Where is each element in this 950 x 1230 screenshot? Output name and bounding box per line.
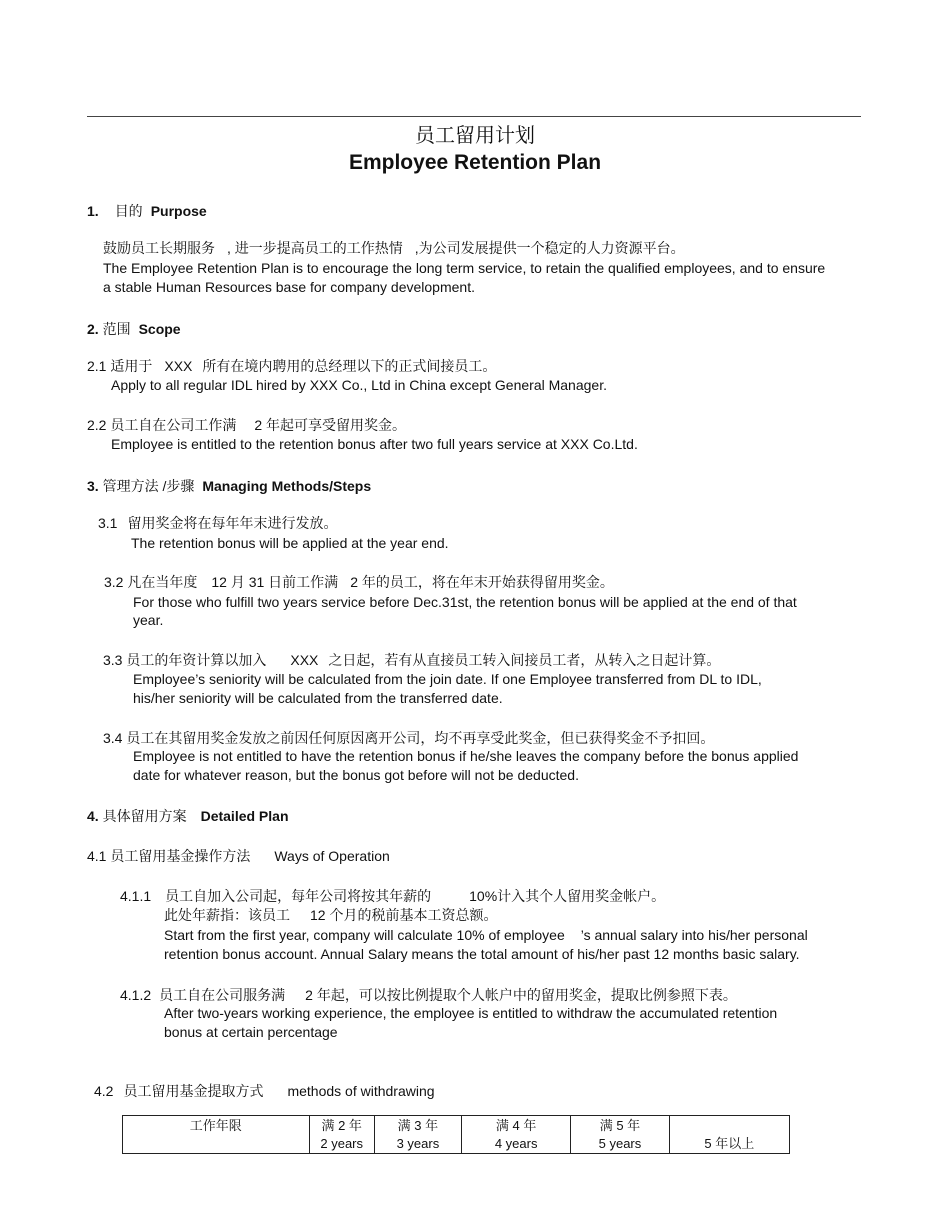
section-3-4-en-1: Employee is not entitled to have the retention bonus if he/she leaves the company before the bonus applied (133, 748, 799, 764)
section-4-1-2-cn: 4.1.2 员工自在公司服务满 2 年起，可以按比例提取个人帐户中的留用奖金，提取比例参照下表。 (120, 987, 737, 1003)
section-3-3-en-2: his/her seniority will be calculated from the transferred date. (133, 690, 503, 706)
section-2-heading: 2. 范围 Scope (87, 321, 181, 337)
table-cell-5-years: 满 5 年 5 years (571, 1116, 669, 1154)
table-cell-4-years: 满 4 年 4 years (462, 1116, 571, 1154)
section-4-1-1-en-2: retention bonus account. Annual Salary means the total amount of his/her past 12 months basic salary. (164, 946, 800, 962)
section-3-1-en: The retention bonus will be applied at the year end. (131, 535, 449, 551)
header-rule (87, 116, 861, 117)
section-4-1-1-cn-2: 此处年薪指：该员工 12 个月的税前基本工资总额。 (164, 907, 498, 923)
section-3-2-cn: 3.2 凡在当年度 12 月 31 日前工作满 2 年的员工，将在年末开始获得留用奖金。 (104, 574, 614, 590)
section-1-text-cn: 鼓励员工长期服务 , 进一步提高员工的工作热情 ,为公司发展提供一个稳定的人力资源平台。 (103, 240, 685, 256)
title-chinese: 员工留用计划 (415, 125, 535, 147)
table-cell-2-years: 满 2 年 2 years (309, 1116, 374, 1154)
section-3-4-cn: 3.4 员工在其留用奖金发放之前因任何原因离开公司，均不再享受此奖金，但已获得奖金不予扣回。 (103, 730, 715, 746)
section-4-2-heading: 4.2 员工留用基金提取方式 methods of withdrawing (94, 1083, 435, 1099)
section-2-1-cn: 2.1 适用于 XXX 所有在境内聘用的总经理以下的正式间接员工。 (87, 358, 497, 374)
section-3-3-en-1: Employee’s seniority will be calculated from the join date. If one Employee transferred from DL to IDL, (133, 671, 762, 687)
section-1-text-en-2: a stable Human Resources base for company development. (103, 279, 475, 295)
table-cell-over-5-years: 5 年以上 (669, 1116, 789, 1154)
table-header-cell: 工作年限 (123, 1116, 310, 1154)
section-3-heading: 3. 管理方法 /步骤 Managing Methods/Steps (87, 478, 372, 494)
section-2-1-en: Apply to all regular IDL hired by XXX Co., Ltd in China except General Manager. (111, 377, 607, 393)
section-4-1-2-en-1: After two-years working experience, the employee is entitled to withdraw the accumulated retention (164, 1005, 778, 1021)
section-4-1-1-en-1: Start from the first year, company will calculate 10% of employee ’s annual salary into his/her personal (164, 927, 808, 943)
title-english: Employee Retention Plan (348, 151, 602, 174)
section-2-2-en: Employee is entitled to the retention bonus after two full years service at XXX Co.Ltd. (111, 436, 638, 452)
table-row (123, 1116, 790, 1154)
section-3-2-en-2: year. (133, 612, 164, 628)
table-cell-3-years: 满 3 年 3 years (374, 1116, 461, 1154)
section-3-1-cn: 3.1 留用奖金将在每年年末进行发放。 (98, 515, 338, 531)
section-1-text-en-1: The Employee Retention Plan is to encourage the long term service, to retain the qualified employees, and to ensure (103, 260, 826, 276)
withdrawal-table (122, 1115, 790, 1154)
section-4-1-2-en-2: bonus at certain percentage (164, 1024, 338, 1040)
section-1-heading: 1. 目的 Purpose (87, 203, 207, 219)
section-3-2-en-1: For those who fulfill two years service before Dec.31st, the retention bonus will be applied at the end of that (133, 594, 797, 610)
section-4-1-heading: 4.1 员工留用基金操作方法 Ways of Operation (87, 848, 390, 864)
section-4-heading: 4. 具体留用方案 Detailed Plan (87, 808, 289, 824)
section-3-3-cn: 3.3 员工的年资计算以加入 XXX 之日起，若有从直接员工转入间接员工者，从转入之日起计算。 (103, 652, 721, 668)
section-3-4-en-2: date for whatever reason, but the bonus got before will not be deducted. (133, 767, 579, 783)
section-2-2-cn: 2.2 员工自在公司工作满 2 年起可享受留用奖金。 (87, 417, 407, 433)
section-4-1-1-cn: 4.1.1 员工自加入公司起，每年公司将按其年薪的 10%计入其个人留用奖金帐户。 (120, 888, 666, 904)
